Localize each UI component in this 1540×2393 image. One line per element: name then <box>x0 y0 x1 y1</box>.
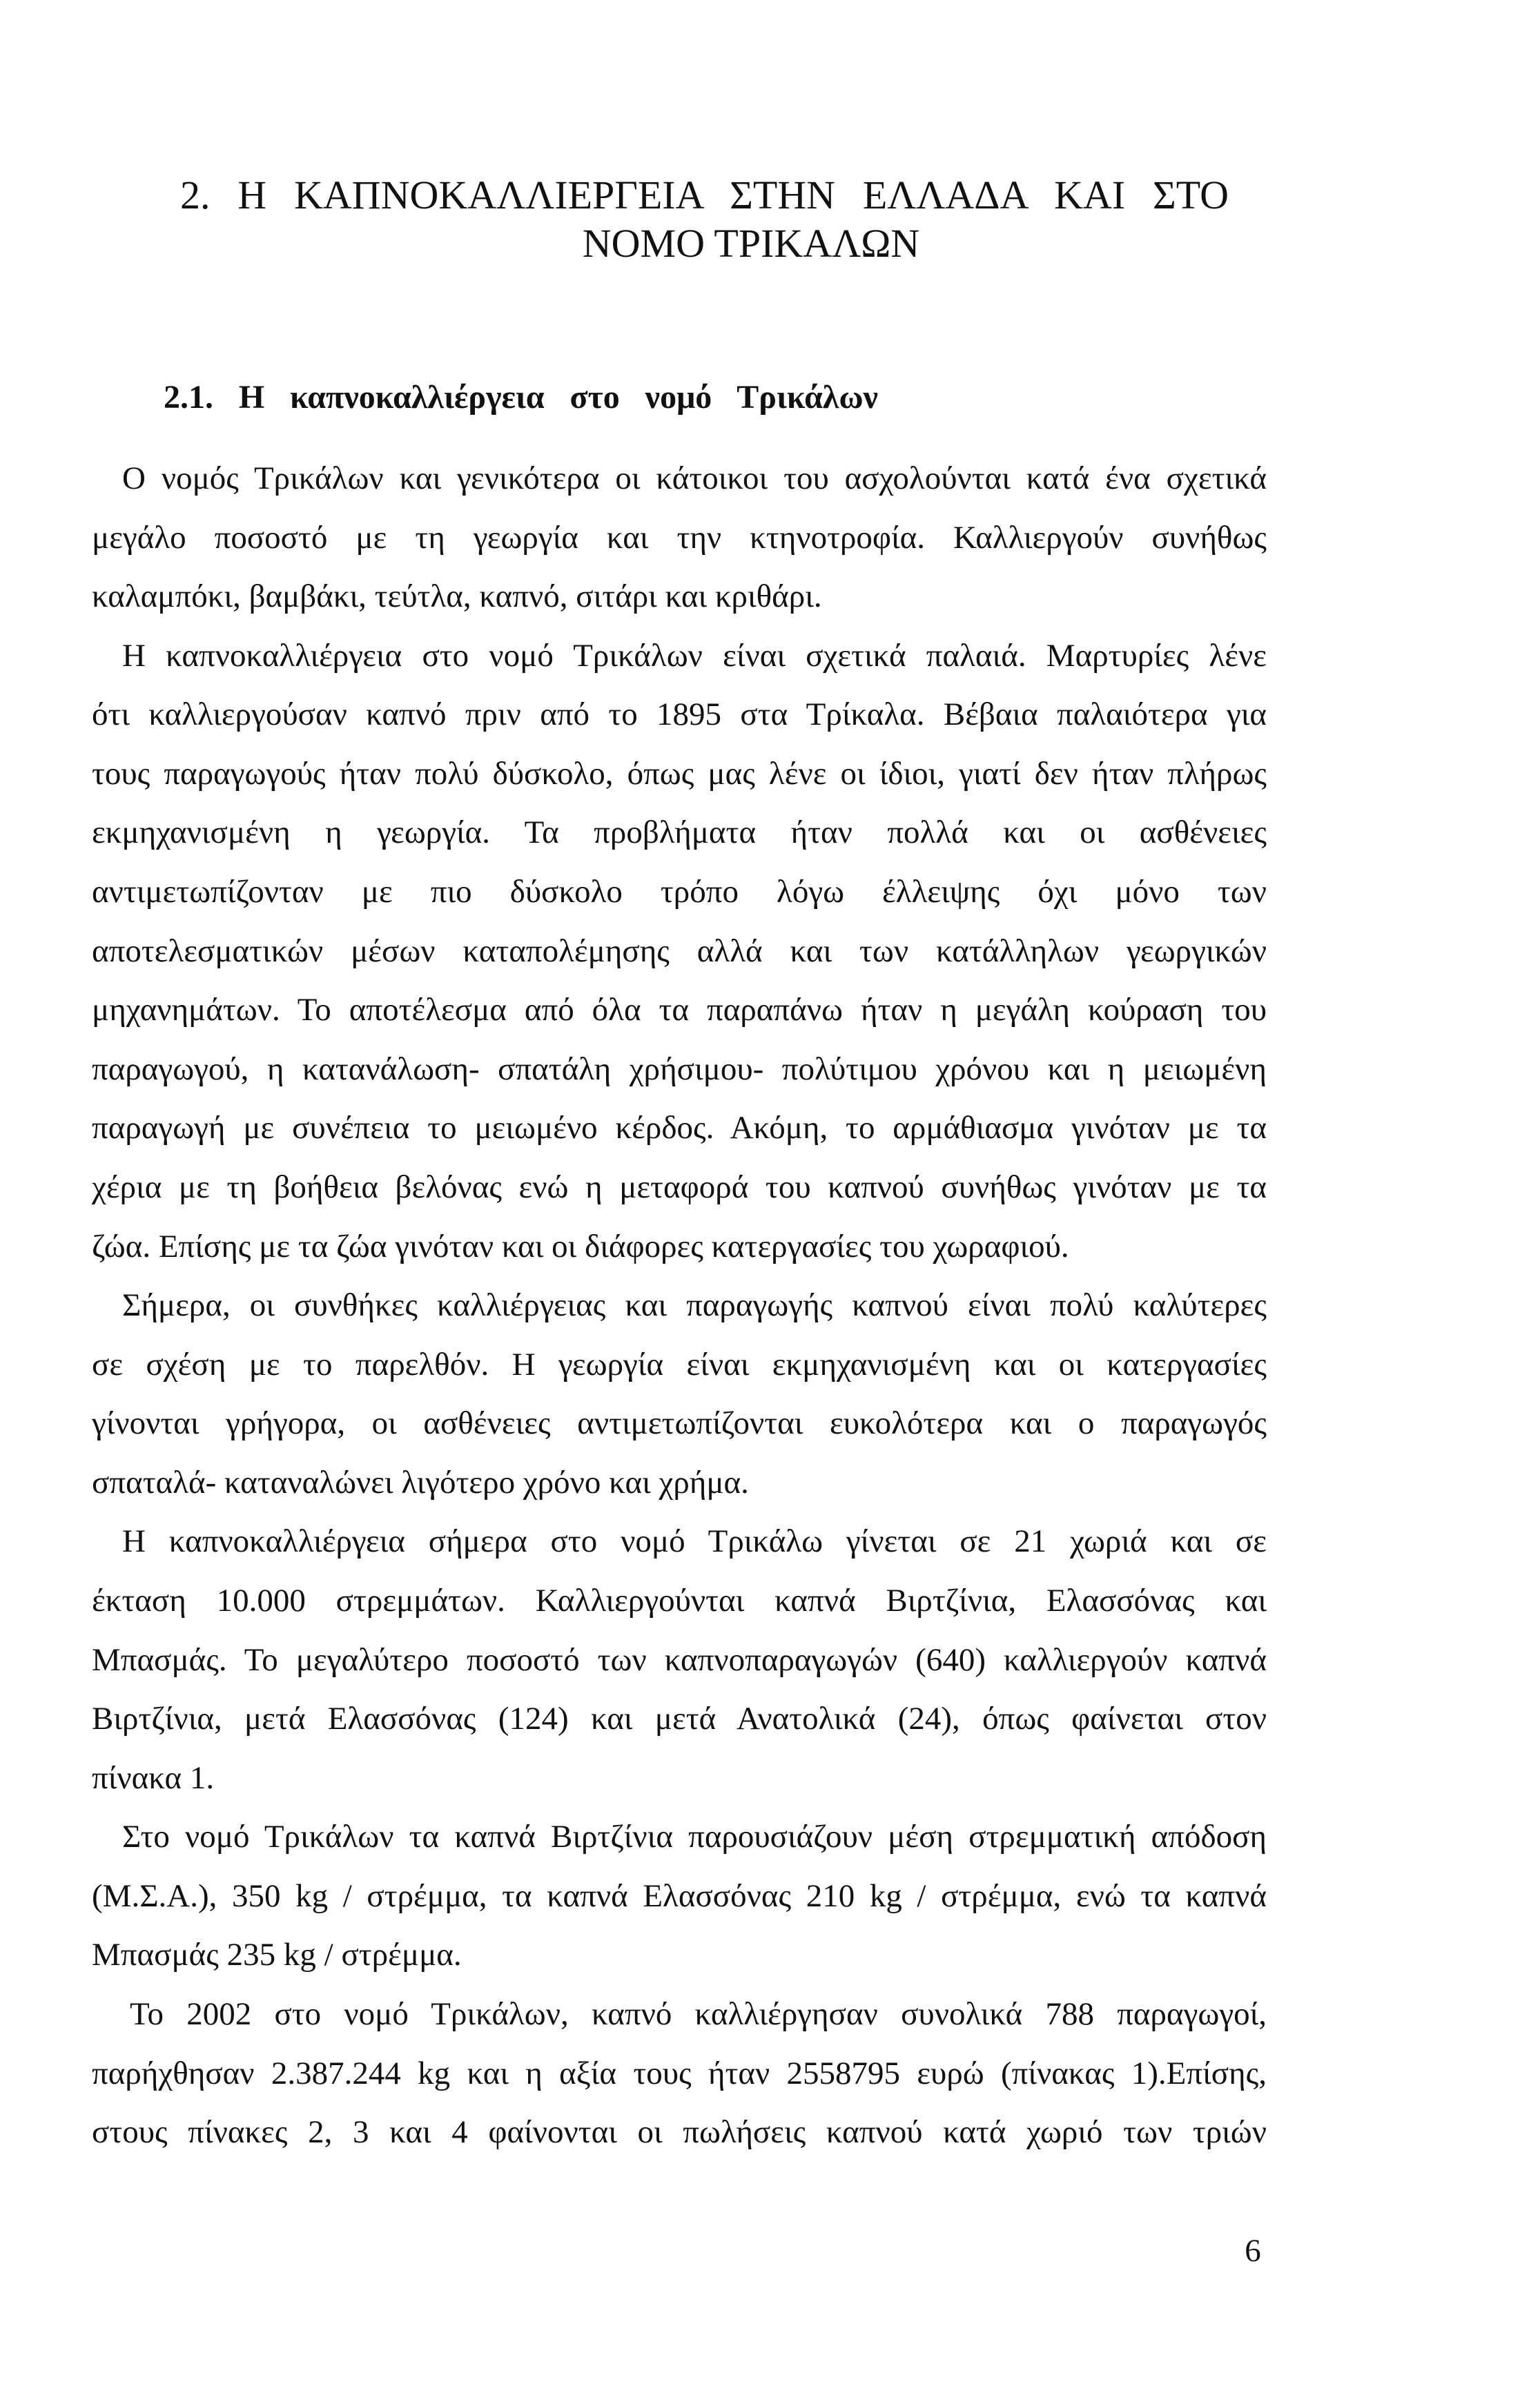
text-line: Το 2002 στο νομό Τρικάλων, καπνό καλλιέργησαν συνολικά 788 παραγωγοί, <box>130 1996 1267 2033</box>
text-line: Ο νομός Τρικάλων και γενικότερα οι κάτοικοι του ασχολούνται κατά ένα σχετικά <box>122 460 1267 496</box>
text-line: Στο νομό Τρικάλων τα καπνά Βιρτζίνια παρουσιάζουν μέση στρεμματική απόδοση <box>122 1819 1267 1855</box>
text-line: Σήμερα, οι συνθήκες καλλιέργειας και παραγωγής καπνού είναι πολύ καλύτερες <box>122 1287 1267 1324</box>
paragraph <box>92 1512 1267 1808</box>
text-line: χέρια με τη βοήθεια βελόνας ενώ η μεταφορά του καπνού συνήθως γινόταν με τα <box>92 1169 1267 1205</box>
text-line: Βιρτζίνια, μετά Ελασσόνας (124) και μετά Ανατολικά (24), όπως φαίνεται στον <box>92 1701 1267 1737</box>
text-line: σπαταλά- καταναλώνει λιγότερο χρόνο και χρήμα. <box>92 1464 749 1501</box>
text-line: εκμηχανισμένη η γεωργία. Τα προβλήματα ήταν πολλά και οι ασθένειες <box>92 814 1267 851</box>
text-line: γίνονται γρήγορα, οι ασθένειες αντιμετωπίζονται ευκολότερα και ο παραγωγός <box>92 1405 1267 1442</box>
paragraph <box>92 1808 1267 1985</box>
text-line: μεγάλο ποσοστό με τη γεωργία και την κτηνοτροφία. Καλλιεργούν συνήθως <box>92 519 1267 556</box>
page-number: 6 <box>1245 2233 1261 2269</box>
text-line: σε σχέση με το παρελθόν. Η γεωργία είναι εκμηχανισμένη και οι κατεργασίες <box>92 1346 1267 1383</box>
text-line: Μπασμάς 235 kg / στρέμμα. <box>92 1937 462 1973</box>
text-line: Μπασμάς. Το μεγαλύτερο ποσοστό των καπνοπαραγωγών (640) καλλιεργούν καπνά <box>92 1641 1267 1678</box>
text-line: μηχανημάτων. Το αποτέλεσμα από όλα τα παραπάνω ήταν η μεγάλη κούραση του <box>92 992 1267 1028</box>
paragraph <box>92 449 1267 627</box>
paragraph <box>92 1985 1267 2162</box>
text-line: (Μ.Σ.Α.), 350 kg / στρέμμα, τα καπνά Ελασσόνας 210 kg / στρέμμα, ενώ τα καπνά <box>92 1877 1267 1914</box>
text-line: ότι καλλιεργούσαν καπνό πριν από το 1895 στα Τρίκαλα. Βέβαια παλαιότερα για <box>92 696 1267 733</box>
text-line: παραγωγή με συνέπεια το μειωμένο κέρδος. Ακόμη, το αρμάθιασμα γινόταν με τα <box>92 1110 1267 1146</box>
text-line: Η καπνοκαλλιέργεια στο νομό Τρικάλων είναι σχετικά παλαιά. Μαρτυρίες λένε <box>122 637 1267 674</box>
text-line: στους πίνακες 2, 3 και 4 φαίνονται οι πωλήσεις καπνού κατά χωριό των τριών <box>92 2114 1267 2151</box>
document-body <box>92 449 1267 2162</box>
document-title-line-2: ΝΟΜΟ ΤΡΙΚΑΛΩΝ <box>582 221 920 266</box>
document-title-line-1: 2. Η ΚΑΠΝΟΚΑΛΛΙΕΡΓΕΙΑ ΣΤΗΝ ΕΛΛΑΔΑ ΚΑΙ ΣΤΟ <box>180 173 1229 217</box>
text-line: καλαμπόκι, βαμβάκι, τεύτλα, καπνό, σιτάρι και κριθάρι. <box>92 578 822 615</box>
text-line: έκταση 10.000 στρεμμάτων. Καλλιεργούνται καπνά Βιρτζίνια, Ελασσόνας και <box>92 1582 1267 1619</box>
text-line: ζώα. Επίσης με τα ζώα γινόταν και οι διάφορες κατεργασίες του χωραφιού. <box>92 1228 1069 1264</box>
text-line: αντιμετωπίζονταν με πιο δύσκολο τρόπο λόγω έλλειψης όχι μόνο των <box>92 874 1267 910</box>
text-line: παρήχθησαν 2.387.244 kg και η αξία τους ήταν 2558795 ευρώ (πίνακας 1).Επίσης, <box>92 2055 1267 2091</box>
text-line: παραγωγού, η κατανάλωση- σπατάλη χρήσιμου- πολύτιμου χρόνου και η μειωμένη <box>92 1051 1267 1087</box>
text-line: πίνακα 1. <box>92 1759 215 1796</box>
text-line: τους παραγωγούς ήταν πολύ δύσκολο, όπως μας λένε οι ίδιοι, γιατί δεν ήταν πλήρως <box>92 755 1267 792</box>
text-line: Η καπνοκαλλιέργεια σήμερα στο νομό Τρικάλω γίνεται σε 21 χωριά και σε <box>122 1523 1267 1560</box>
paragraph <box>92 627 1267 1276</box>
section-heading: 2.1. Η καπνοκαλλιέργεια στο νομό Τρικάλων <box>164 379 878 416</box>
text-line: αποτελεσματικών μέσων καταπολέμησης αλλά και των κατάλληλων γεωργικών <box>92 932 1267 969</box>
paragraph <box>92 1276 1267 1512</box>
